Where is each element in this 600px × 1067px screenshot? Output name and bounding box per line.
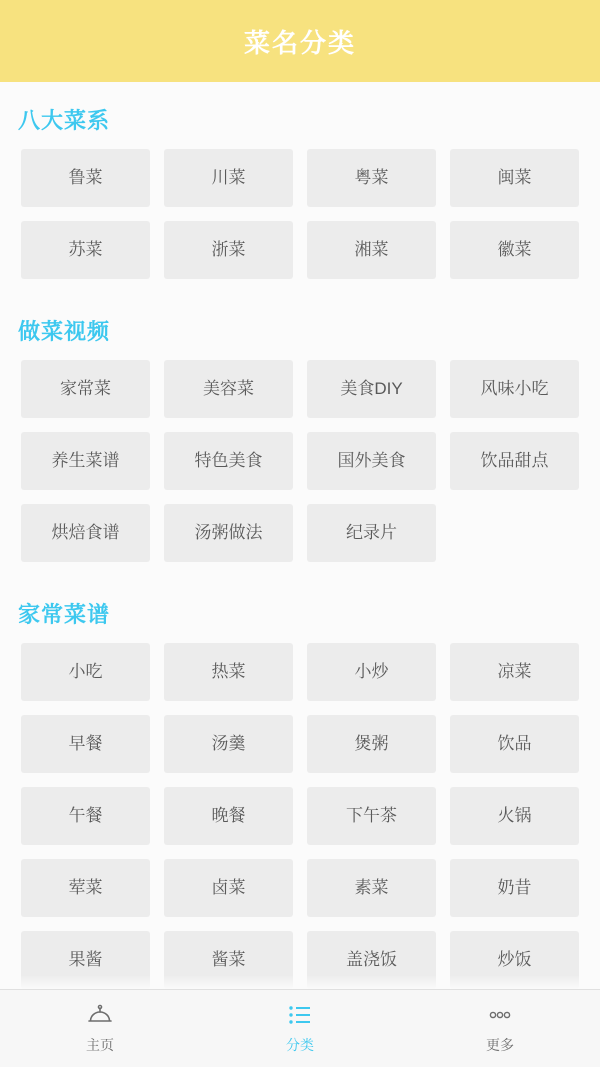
category-cell: [443, 432, 586, 504]
category-cell: [157, 360, 300, 432]
category-cell: [300, 360, 443, 432]
category-cell: [300, 149, 443, 221]
tab-home-label: 主页: [86, 1037, 114, 1053]
tab-home[interactable]: [0, 990, 200, 1067]
category-chip[interactable]: 素菜: [307, 859, 436, 917]
category-cell: [157, 432, 300, 504]
category-chip[interactable]: 晚餐: [164, 787, 293, 845]
category-chip[interactable]: 烘焙食谱: [21, 504, 150, 562]
category-cell: [443, 931, 586, 989]
category-chip[interactable]: 纪录片: [307, 504, 436, 562]
category-cell: [14, 360, 157, 432]
category-chip[interactable]: 美食DIY: [307, 360, 436, 418]
category-cell: [157, 859, 300, 931]
category-cell: [14, 221, 157, 293]
category-chip[interactable]: 汤羹: [164, 715, 293, 773]
category-cell: [443, 859, 586, 931]
category-chip[interactable]: 热菜: [164, 643, 293, 701]
category-cell: [157, 643, 300, 715]
category-cell: [300, 931, 443, 989]
category-section: [0, 82, 600, 293]
category-cell: [300, 221, 443, 293]
category-chip[interactable]: 荤菜: [21, 859, 150, 917]
category-cell: [14, 432, 157, 504]
category-cell: [14, 859, 157, 931]
category-cell: [443, 360, 586, 432]
category-chip[interactable]: 下午茶: [307, 787, 436, 845]
category-cell: [300, 859, 443, 931]
category-chip[interactable]: 家常菜: [21, 360, 150, 418]
tab-category-label: 分类: [286, 1037, 314, 1053]
section-title: 家常菜谱: [18, 602, 111, 627]
more-dots-icon: [485, 1002, 515, 1028]
category-chip[interactable]: 苏菜: [21, 221, 150, 279]
category-chip[interactable]: 美容菜: [164, 360, 293, 418]
category-scroll-area[interactable]: [0, 82, 600, 989]
category-chip[interactable]: 午餐: [21, 787, 150, 845]
category-sections: [0, 82, 600, 989]
category-grid: [14, 149, 586, 293]
category-cell: [14, 931, 157, 989]
tab-category[interactable]: [200, 990, 400, 1067]
category-chip[interactable]: 徽菜: [450, 221, 579, 279]
bottom-tab-bar: [0, 989, 600, 1067]
category-section: [0, 576, 600, 989]
category-chip[interactable]: 凉菜: [450, 643, 579, 701]
category-cell: [300, 787, 443, 859]
category-cell: [14, 787, 157, 859]
category-grid: [14, 360, 586, 576]
category-cell: [157, 715, 300, 787]
category-chip[interactable]: 果酱: [21, 931, 150, 989]
category-chip[interactable]: 早餐: [21, 715, 150, 773]
category-chip[interactable]: 湘菜: [307, 221, 436, 279]
category-cell: [157, 504, 300, 576]
category-cell: [443, 149, 586, 221]
category-cell: [443, 221, 586, 293]
section-title: 做菜视频: [18, 319, 111, 344]
category-cell: [157, 787, 300, 859]
category-cell: [443, 787, 586, 859]
category-cell: [300, 504, 443, 576]
list-icon: [285, 1002, 315, 1028]
category-chip[interactable]: 养生菜谱: [21, 432, 150, 490]
category-chip[interactable]: 风味小吃: [450, 360, 579, 418]
category-chip[interactable]: 鲁菜: [21, 149, 150, 207]
category-cell: [14, 715, 157, 787]
category-chip[interactable]: 小吃: [21, 643, 150, 701]
category-chip[interactable]: 小炒: [307, 643, 436, 701]
category-chip[interactable]: 卤菜: [164, 859, 293, 917]
category-cell: [14, 504, 157, 576]
category-chip[interactable]: 浙菜: [164, 221, 293, 279]
category-cell: [300, 715, 443, 787]
section-title: 八大菜系: [18, 108, 111, 133]
category-chip[interactable]: 川菜: [164, 149, 293, 207]
dish-cover-icon: [85, 1002, 115, 1028]
category-chip[interactable]: 国外美食: [307, 432, 436, 490]
category-cell: [14, 643, 157, 715]
tab-more-label: 更多: [486, 1037, 514, 1053]
category-chip[interactable]: 奶昔: [450, 859, 579, 917]
category-chip[interactable]: 火锅: [450, 787, 579, 845]
category-chip[interactable]: 闽菜: [450, 149, 579, 207]
category-cell: [443, 715, 586, 787]
category-cell: [14, 149, 157, 221]
category-chip[interactable]: 饮品: [450, 715, 579, 773]
category-cell: [157, 149, 300, 221]
category-cell: [157, 221, 300, 293]
tab-more[interactable]: [400, 990, 600, 1067]
category-chip[interactable]: 炒饭: [450, 931, 579, 989]
category-chip[interactable]: 粤菜: [307, 149, 436, 207]
category-chip[interactable]: 饮品甜点: [450, 432, 579, 490]
category-chip[interactable]: 酱菜: [164, 931, 293, 989]
category-section: [0, 293, 600, 576]
category-chip[interactable]: 煲粥: [307, 715, 436, 773]
category-cell: [300, 643, 443, 715]
category-grid: [14, 643, 586, 989]
page-header: [0, 0, 600, 82]
category-cell: [157, 931, 300, 989]
category-chip[interactable]: 汤粥做法: [164, 504, 293, 562]
category-cell: [300, 432, 443, 504]
page-title: 菜名分类: [243, 27, 356, 58]
category-cell: [443, 643, 586, 715]
category-chip[interactable]: 特色美食: [164, 432, 293, 490]
category-chip[interactable]: 盖浇饭: [307, 931, 436, 989]
